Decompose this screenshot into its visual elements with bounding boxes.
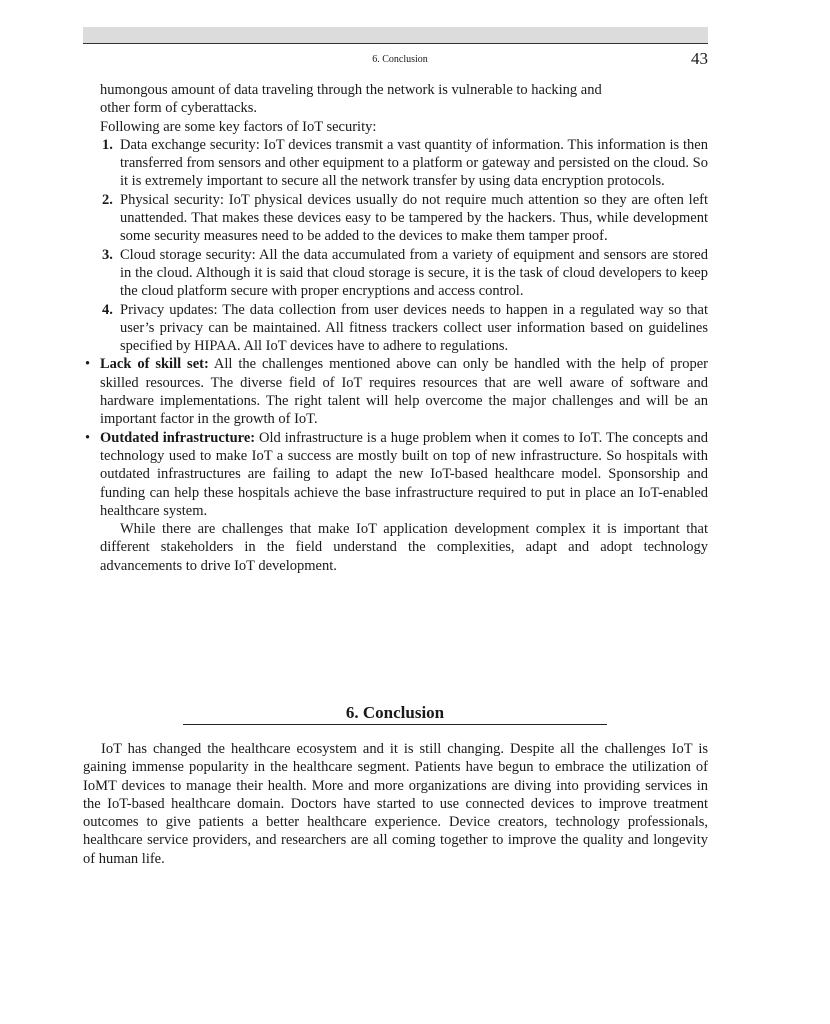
section-title: 6. Conclusion	[345, 703, 445, 722]
intro-line: humongous amount of data traveling through the network is vulnerable to hacking and	[100, 82, 602, 98]
body-text	[85, 81, 708, 575]
list-item-text: Data exchange security: IoT devices transmit a vast quantity of information. This information is then transferred from sensors and other equipment to a platform or gateway and persisted on the cloud. So it is extremely important to secure all the network transfer by using data encryption protocols.	[120, 136, 708, 190]
list-item	[100, 136, 708, 191]
list-item	[100, 301, 708, 356]
list-item-text: Cloud storage security: All the data accumulated from a variety of equipment and sensors are stored in the cloud. Although it is said that cloud storage is secure, it is the task of cloud developers to keep the cloud platform secure with proper encryptions and access control.	[120, 246, 708, 300]
challenges-list	[85, 355, 708, 520]
closing-paragraph: While there are challenges that make IoT application development complex it is important that different stakeholders in the field understand the complexities, adapt and adopt technology advancements to drive IoT development.	[100, 521, 708, 574]
header-band	[83, 27, 708, 43]
intro-line: other form of cyberattacks.	[100, 100, 258, 117]
header-rule	[83, 43, 708, 44]
bullet-text: Old infrastructure is a huge problem when it comes to IoT. The concepts and technology used to make IoT a success are mostly built on top of new infrastructure. So hospitals with outdated infrastructures are failing to adapt the new IoT-based healthcare model. Sponsorship and funding can help these hospitals achieve the base infrastructure required to put in place an IoT-enabled healthcare system.	[100, 429, 708, 519]
bullet-icon: •	[85, 429, 91, 446]
page-number: 43	[691, 49, 708, 68]
list-item	[85, 429, 708, 520]
list-number: 1.	[102, 136, 113, 153]
security-factors-list	[100, 136, 708, 356]
list-number: 4.	[102, 301, 113, 318]
list-number: 3.	[102, 246, 113, 263]
list-item-text: Physical security: IoT physical devices usually do not require much attention so they are often left unattended. That makes these devices easy to be tampered by the hackers. Thus, while development some security measures need to be added to the devices to make them tamper proof.	[120, 191, 708, 245]
section-rule	[183, 724, 607, 725]
factors-lead: Following are some key factors of IoT security:	[100, 118, 377, 135]
running-head: 6. Conclusion	[372, 54, 428, 65]
bullet-title: Outdated infrastructure:	[100, 429, 256, 446]
bullet-text: All the challenges mentioned above can only be handled with the help of proper skilled resources. The diverse field of IoT requires resources that are well aware of software and hardware implementations. The right talent will help overcome the major challenges and will be an important factor in the growth of IoT.	[100, 356, 708, 428]
bullet-icon: •	[85, 356, 91, 373]
list-item	[85, 355, 708, 428]
list-item	[100, 246, 708, 301]
conclusion-paragraph: IoT has changed the healthcare ecosystem and it is still changing. Despite all the challenges IoT is gaining immense popularity in the healthcare segment. Patients have begun to embrace the utilization of IoMT devices to manage their health. More and more organizations are diving into providing services in the IoT-based healthcare domain. Doctors have started to use connected devices to improve treatment outcomes to give patients a better healthcare experience. Device creators, technology professionals, healthcare service providers, and researchers are all coming together to improve the quality and longevity of human life.	[83, 741, 708, 867]
list-number: 2.	[102, 191, 113, 208]
bullet-title: Lack of skill set:	[100, 356, 209, 373]
list-item-text: Privacy updates: The data collection from user devices needs to happen in a regulated way so that user’s privacy can be maintained. All fitness trackers collect user information based on guidelines specified by HIPAA. All IoT devices have to adhere to regulations.	[120, 301, 708, 355]
list-item	[100, 191, 708, 246]
